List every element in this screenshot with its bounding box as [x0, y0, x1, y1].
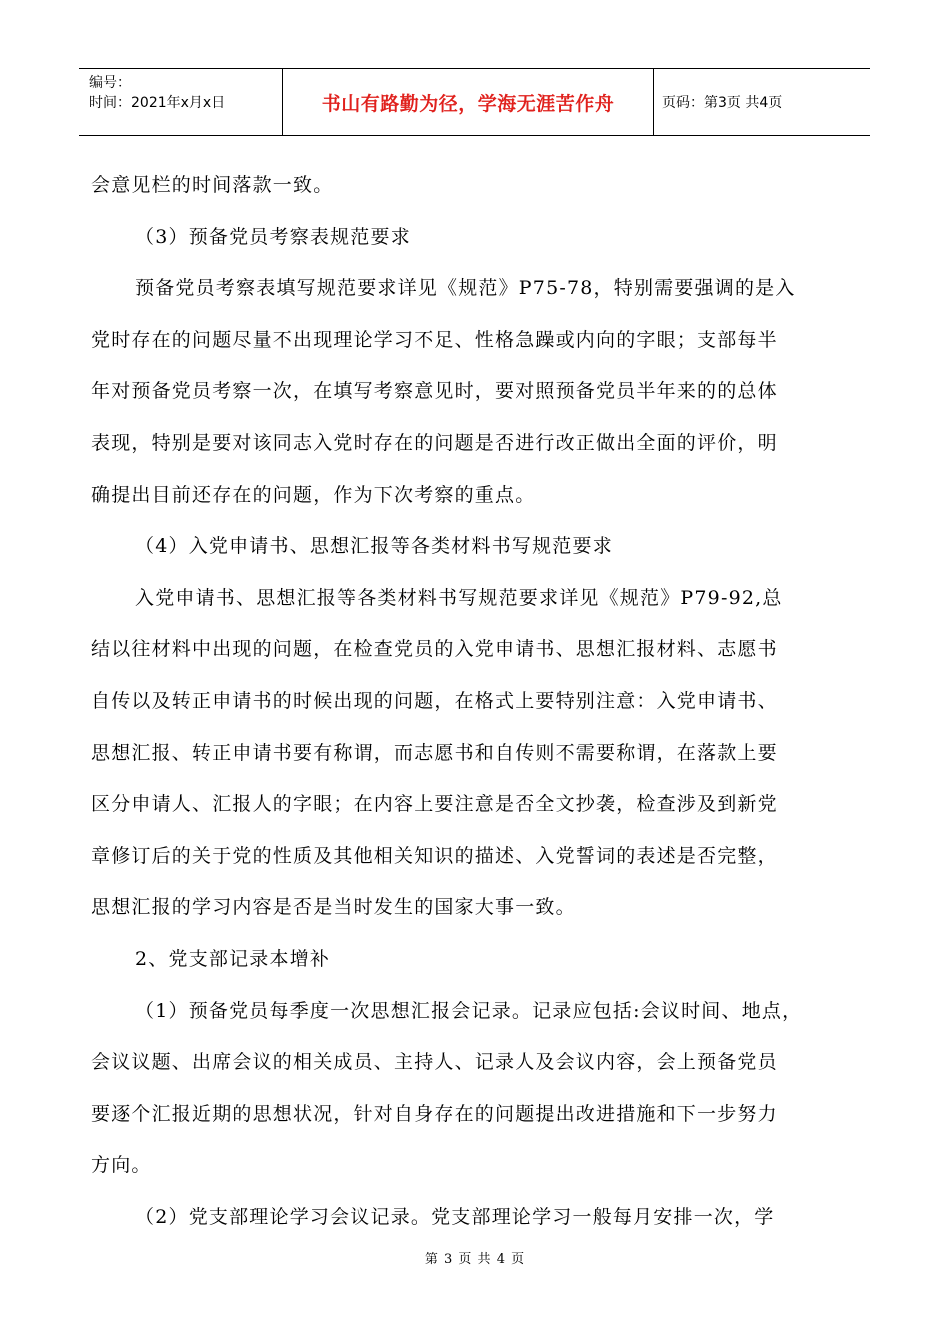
text-line: 会意见栏的时间落款一致。 — [91, 174, 334, 196]
header-meta — [79, 69, 282, 135]
page-header — [79, 68, 870, 136]
page-footer: 第 3 页 共 4 页 — [424, 1252, 526, 1267]
text-line: 会议议题、出席会议的相关成员、主持人、记录人及会议内容，会上预备党员 — [91, 1051, 778, 1074]
text-line: 思想汇报、转正申请书要有称谓，而志愿书和自传则不需要称谓，在落款上要 — [91, 741, 778, 764]
doc-number: 编号： — [89, 75, 131, 91]
header-page-info: 页码：第3页 共4页 — [662, 95, 783, 111]
text-line: 方向。 — [91, 1154, 152, 1177]
text-line: （2）党支部理论学习会议记录。党支部理论学习一般每月安排一次，学 — [135, 1205, 775, 1228]
text-line: 思想汇报的学习内容是否是当时发生的国家大事一致。 — [91, 896, 576, 919]
text-line: 结以往材料中出现的问题，在检查党员的入党申请书、思想汇报材料、志愿书 — [91, 638, 778, 661]
doc-date: 时间：2021年x月x日 — [89, 95, 226, 111]
text-line: （1）预备党员每季度一次思想汇报会记录。记录应包括:会议时间、地点， — [135, 999, 803, 1022]
text-line: 党时存在的问题尽量不出现理论学习不足、性格急躁或内向的字眼；支部每半 — [91, 328, 778, 351]
subheading: （3）预备党员考察表规范要求 — [135, 225, 411, 248]
text-line: 确提出目前还存在的问题，作为下次考察的重点。 — [91, 483, 536, 506]
text-line: 要逐个汇报近期的思想状况，针对自身存在的问题提出改进措施和下一步努力 — [91, 1102, 778, 1125]
header-slogan: 书山有路勤为径，学海无涯苦作舟 — [282, 69, 654, 135]
document-body — [91, 160, 861, 1243]
text-line: 年对预备党员考察一次，在填写考察意见时，要对照预备党员半年来的的总体 — [91, 380, 778, 403]
text-line: 区分申请人、汇报人的字眼；在内容上要注意是否全文抄袭，检查涉及到新党 — [91, 793, 778, 816]
subheading: （4）入党申请书、思想汇报等各类材料书写规范要求 — [135, 535, 613, 558]
text-line: 预备党员考察表填写规范要求详见《规范》P75-78，特别需要强调的是入 — [135, 277, 796, 300]
text-line: 入党申请书、思想汇报等各类材料书写规范要求详见《规范》P79-92,总 — [135, 586, 783, 609]
section-heading: 2、党支部记录本增补 — [135, 947, 331, 970]
text-line: 表现，特别是要对该同志入党时存在的问题是否进行改正做出全面的评价，明 — [91, 431, 778, 454]
text-line: 章修订后的关于党的性质及其他相关知识的描述、入党誓词的表述是否完整， — [91, 844, 778, 867]
text-line: 自传以及转正申请书的时候出现的问题，在格式上要特别注意：入党申请书、 — [91, 689, 778, 712]
